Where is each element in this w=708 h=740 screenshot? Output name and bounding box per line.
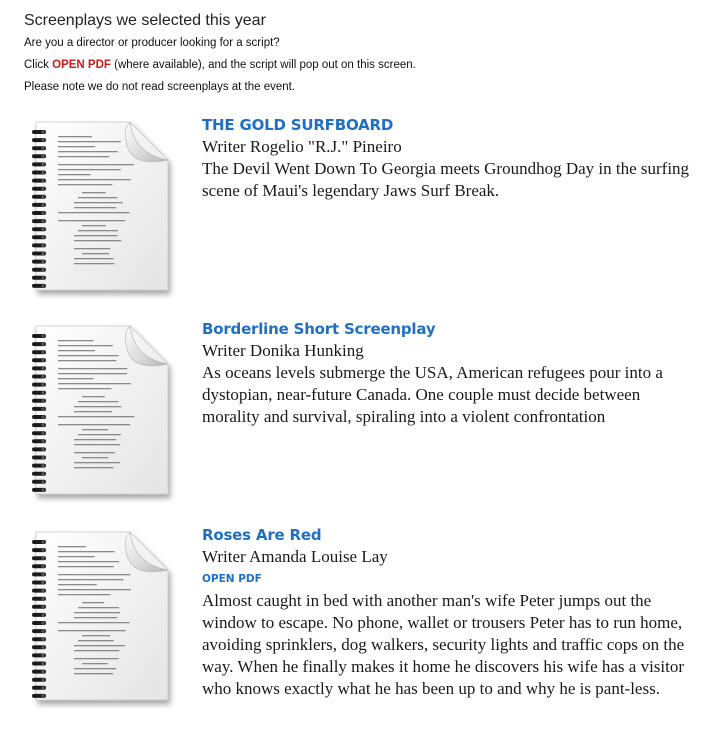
screenplay-logline: As oceans levels submerge the USA, American refugees pour into a dystopian, near-future Canada. One couple must decide between morality and survival, spiraling into a violent confrontation	[202, 363, 663, 426]
screenplay-writer: Writer Rogelio "R.J." Pineiro	[202, 137, 402, 156]
screenplay-title: THE GOLD SURFBOARD	[202, 116, 394, 134]
screenplay-info	[202, 318, 702, 428]
intro-line-2-prefix: Click	[24, 59, 53, 71]
intro-line-2-suffix: (where available), and the script will pop out on this screen.	[110, 59, 416, 71]
intro-line-3: Please note we do not read screenplays at the event.	[24, 81, 296, 93]
intro-line-1: Are you a director or producer looking for a script?	[24, 37, 280, 49]
screenplay-info	[202, 114, 702, 202]
screenplay-title: Borderline Short Screenplay	[202, 320, 436, 338]
open-pdf-link[interactable]: OPEN PDF	[202, 573, 262, 585]
intro-line-2	[24, 54, 694, 76]
screenplay-writer: Writer Donika Hunking	[202, 341, 364, 360]
screenplay-logline: Almost caught in bed with another man's wife Peter jumps out the window to escape. No phone, wallet or trousers Peter has to run home, avoiding sprinklers, dog walkers, security lights and traffic cops on the way. When he finally makes it home he discovers his wife has a visitor who knows exactly what he has been up to and why he is pant-less.	[202, 591, 685, 698]
screenplay-title: Roses Are Red	[202, 526, 322, 544]
screenplay-document-icon	[30, 114, 180, 299]
open-pdf-hint: OPEN PDF	[52, 59, 111, 71]
screenplay-writer: Writer Amanda Louise Lay	[202, 547, 388, 566]
screenplay-logline: The Devil Went Down To Georgia meets Groundhog Day in the surfing scene of Maui's legendary Jaws Surf Break.	[202, 159, 690, 200]
screenplay-document-icon	[30, 318, 180, 503]
screenplay-info	[202, 524, 702, 700]
screenplay-document-icon[interactable]	[30, 524, 180, 709]
page-title: Screenplays we selected this year	[24, 12, 266, 29]
intro-section	[24, 10, 694, 98]
